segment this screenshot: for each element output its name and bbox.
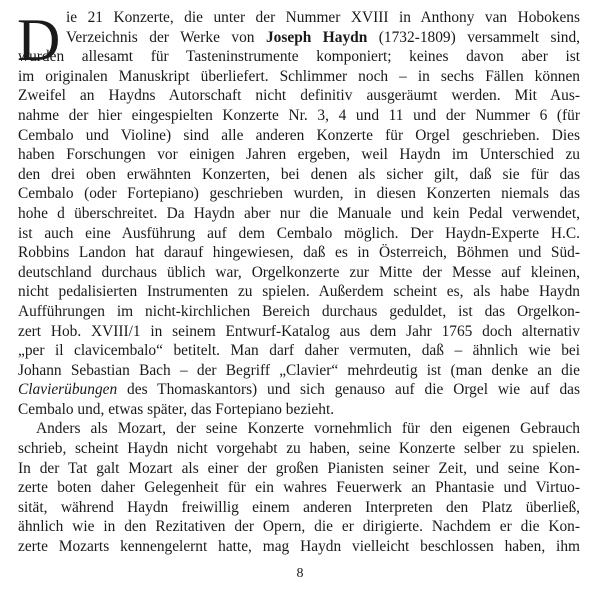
- work-title: Clavierübungen: [18, 381, 118, 399]
- text-line: „per il clavicembalo“ betitelt. Man darf daher vermuten, daß – ähnlich wie bei: [18, 342, 580, 360]
- text-line: schrieb, scheint Haydn nicht vorgehabt zu haben, seine Konzerte selber zu spielen.: [18, 440, 580, 458]
- composer-name: Joseph Haydn: [265, 28, 368, 46]
- text-line: Robbins Landon hat darauf hingewiesen, daß es in Österreich, Böhmen und Süd-: [18, 244, 580, 262]
- text-line: hohe d überschreitet. Da Haydn aber nur die Manuale und kein Pedal verwendet,: [18, 204, 580, 222]
- text-line: zert Hob. XVIII/1 in seinem Entwurf-Katalog aus dem Jahr 1765 doch alternativ: [18, 322, 580, 340]
- text-line: im originalen Manuskript überliefert. Schlimmer noch – in sechs Fällen können: [18, 67, 580, 85]
- drop-cap: D: [17, 7, 61, 73]
- text-line: den drei oben erwähnten Konzerten, bei denen als sicher gilt, daß sie für das: [18, 165, 580, 183]
- text-line: Zweifel an Haydns Autorschaft nicht definitiv ausgeräumt werden. Mit Aus-: [18, 87, 580, 105]
- text-line: ähnlich wie in den Rezitativen der Opern, die er dirigierte. Nachdem er die Kon-: [18, 518, 580, 536]
- body-text: [18, 8, 580, 557]
- text-line: zerte boten daher Gelegenheit für ein wahres Feuerwerk an Phantasie und Virtuo-: [18, 479, 580, 497]
- text-line: deutschland durchaus üblich war, Orgelkonzerte zur Mitte der Messe auf kleinen,: [18, 263, 580, 281]
- text-line: Aufführungen im nicht-kirchlichen Bereich durchaus geduldet, ist das Orgelkon-: [18, 302, 580, 320]
- page-number: 8: [296, 566, 304, 581]
- text-line: ist auch eine Ausführung auf dem Cembalo möglich. Der Haydn-Experte H.C.: [18, 224, 580, 242]
- text-line: Cembalo und Violine) sind alle anderen Konzerte für Orgel geschrieben. Dies: [18, 126, 580, 144]
- text-line: Cembalo und, etwas später, das Fortepiano bezieht.: [18, 400, 335, 418]
- text-line: Cembalo (oder Fortepiano) geschrieben wurden, in diesen Konzerten niemals das: [18, 185, 580, 203]
- text-line: zerte Mozarts kennengelernt hatte, mag Haydn vielleicht beschlossen haben, ihm: [18, 538, 580, 556]
- text-line: nahme der hier eingespielten Konzerte Nr. 3, 4 und 11 und der Nummer 6 (für: [18, 106, 580, 124]
- text-line: In der Tat galt Mozart als einer der großen Pianisten seiner Zeit, und seine Kon-: [18, 459, 580, 477]
- text-line: nicht pedalisierten Instrumenten zu spielen. Außerdem scheint es, als habe Haydn: [18, 283, 580, 301]
- text-line: Anders als Mozart, der seine Konzerte vornehmlich für den eigenen Gebrauch: [36, 420, 580, 438]
- text-line: haben Forschungen vor einigen Jahren ergeben, weil Haydn im Unterschied zu: [18, 146, 580, 164]
- text-line: ie 21 Konzerte, die unter der Nummer XVIII in Anthony van Hobokens: [66, 9, 580, 26]
- text-line: Johann Sebastian Bach – der Begriff „Clavier“ mehrdeutig ist (man denke an die: [18, 361, 580, 379]
- text-line: wurden allesamt für Tasteninstrumente komponiert; keines davon aber ist: [18, 48, 580, 66]
- text-line: Clavierübungen des Thomaskantors) und sich genauso auf die Orgel wie auf das: [18, 381, 580, 399]
- text-line: sität, während Haydn freiwillig einem anderen Interpreten den Platz überließ,: [18, 498, 580, 516]
- text-line: Verzeichnis der Werke von Joseph Haydn (1732-1809) versammelt sind,: [66, 28, 580, 46]
